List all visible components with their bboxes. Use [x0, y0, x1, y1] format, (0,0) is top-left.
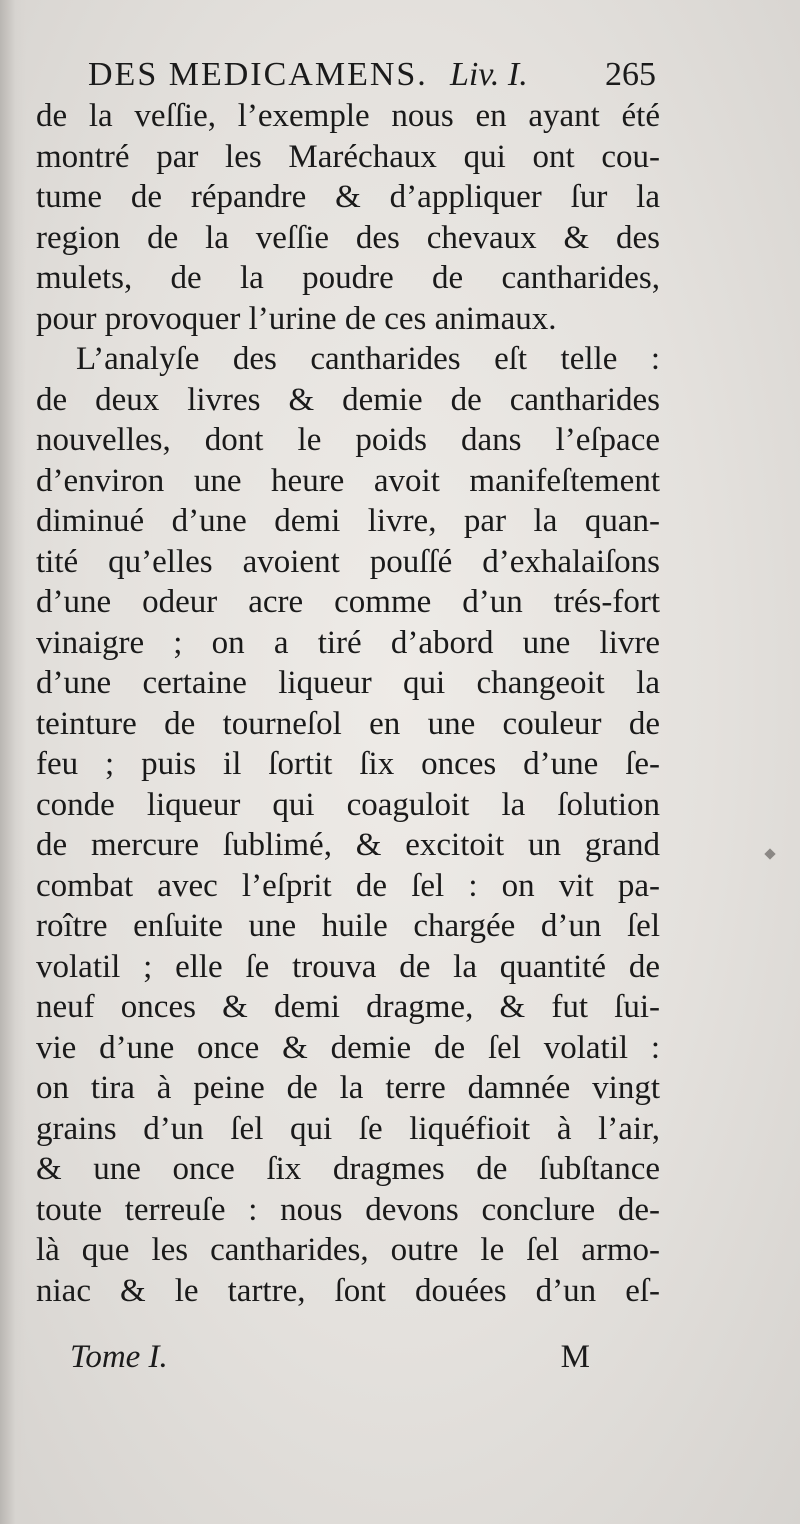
text-line: niac & le tartre, ſont douées d’un eſ-	[36, 1272, 660, 1309]
text-line: feu ; puis il ſortit ſix onces d’une ſe-	[36, 746, 660, 782]
text-line: montré par les Maréchaux qui ont cou-	[36, 138, 660, 175]
text-line: mulets, de la poudre de cantharides,	[36, 260, 660, 296]
text-line: region de la veſſie des chevaux & des	[36, 219, 660, 256]
text-line: tité qu’elles avoient pouſſé d’exhalaiſons	[36, 543, 660, 580]
page-gutter-shadow	[0, 0, 26, 1524]
text-line: de la veſſie, l’exemple nous en ayant été	[36, 98, 660, 134]
running-head-book: Liv. I.	[450, 56, 528, 93]
text-line: neuf onces & demi dragme, & fut ſui-	[36, 989, 660, 1025]
text-line: toute terreuſe : nous devons conclure de-	[36, 1191, 660, 1228]
text-line: diminué d’une demi livre, par la quan-	[36, 503, 660, 539]
text-line: roître enſuite une huile chargée d’un ſel	[36, 908, 660, 944]
text-line: d’environ une heure avoit manifeſtement	[36, 462, 660, 499]
text-line: d’une certaine liqueur qui changeoit la	[36, 665, 660, 701]
text-line: de mercure ſublimé, & excitoit un grand	[36, 827, 660, 863]
text-line: volatil ; elle ſe trouva de la quantité de	[36, 948, 660, 985]
volume-marker: Tome I.	[70, 1339, 168, 1375]
paragraph-start-line: L’analyſe des cantharides eſt telle :	[76, 341, 660, 377]
text-line: teinture de tourneſol en une couleur de	[36, 705, 660, 742]
text-line: tume de répandre & d’appliquer ſur la	[36, 179, 660, 215]
text-line: vinaigre ; on a tiré d’abord une livre	[36, 624, 660, 661]
text-line: pour provoquer l’urine de ces animaux.	[36, 300, 557, 337]
text-line: d’une odeur acre comme d’un trés-fort	[36, 584, 660, 620]
body-text	[36, 96, 660, 1311]
text-line: combat avec l’eſprit de ſel : on vit pa-	[36, 867, 660, 904]
running-head	[88, 52, 656, 98]
page-number: 265	[605, 56, 656, 93]
print-speck	[764, 848, 775, 859]
text-line: & une once ſix dragmes de ſubſtance	[36, 1151, 660, 1187]
page-footer	[70, 1334, 590, 1380]
text-line: vie d’une once & demie de ſel volatil :	[36, 1029, 660, 1066]
text-line: grains d’un ſel qui ſe liquéfioit à l’air,	[36, 1110, 660, 1147]
text-line: conde liqueur qui coaguloit la ſolution	[36, 786, 660, 823]
text-line: nouvelles, dont le poids dans l’eſpace	[36, 422, 660, 458]
text-line: on tira à peine de la terre damnée vingt	[36, 1070, 660, 1106]
signature-mark: M	[560, 1339, 590, 1375]
running-head-title: DES MEDICAMENS.	[88, 56, 428, 93]
text-line: de deux livres & demie de cantharides	[36, 381, 660, 418]
text-line: là que les cantharides, outre le ſel armo-	[36, 1232, 660, 1268]
